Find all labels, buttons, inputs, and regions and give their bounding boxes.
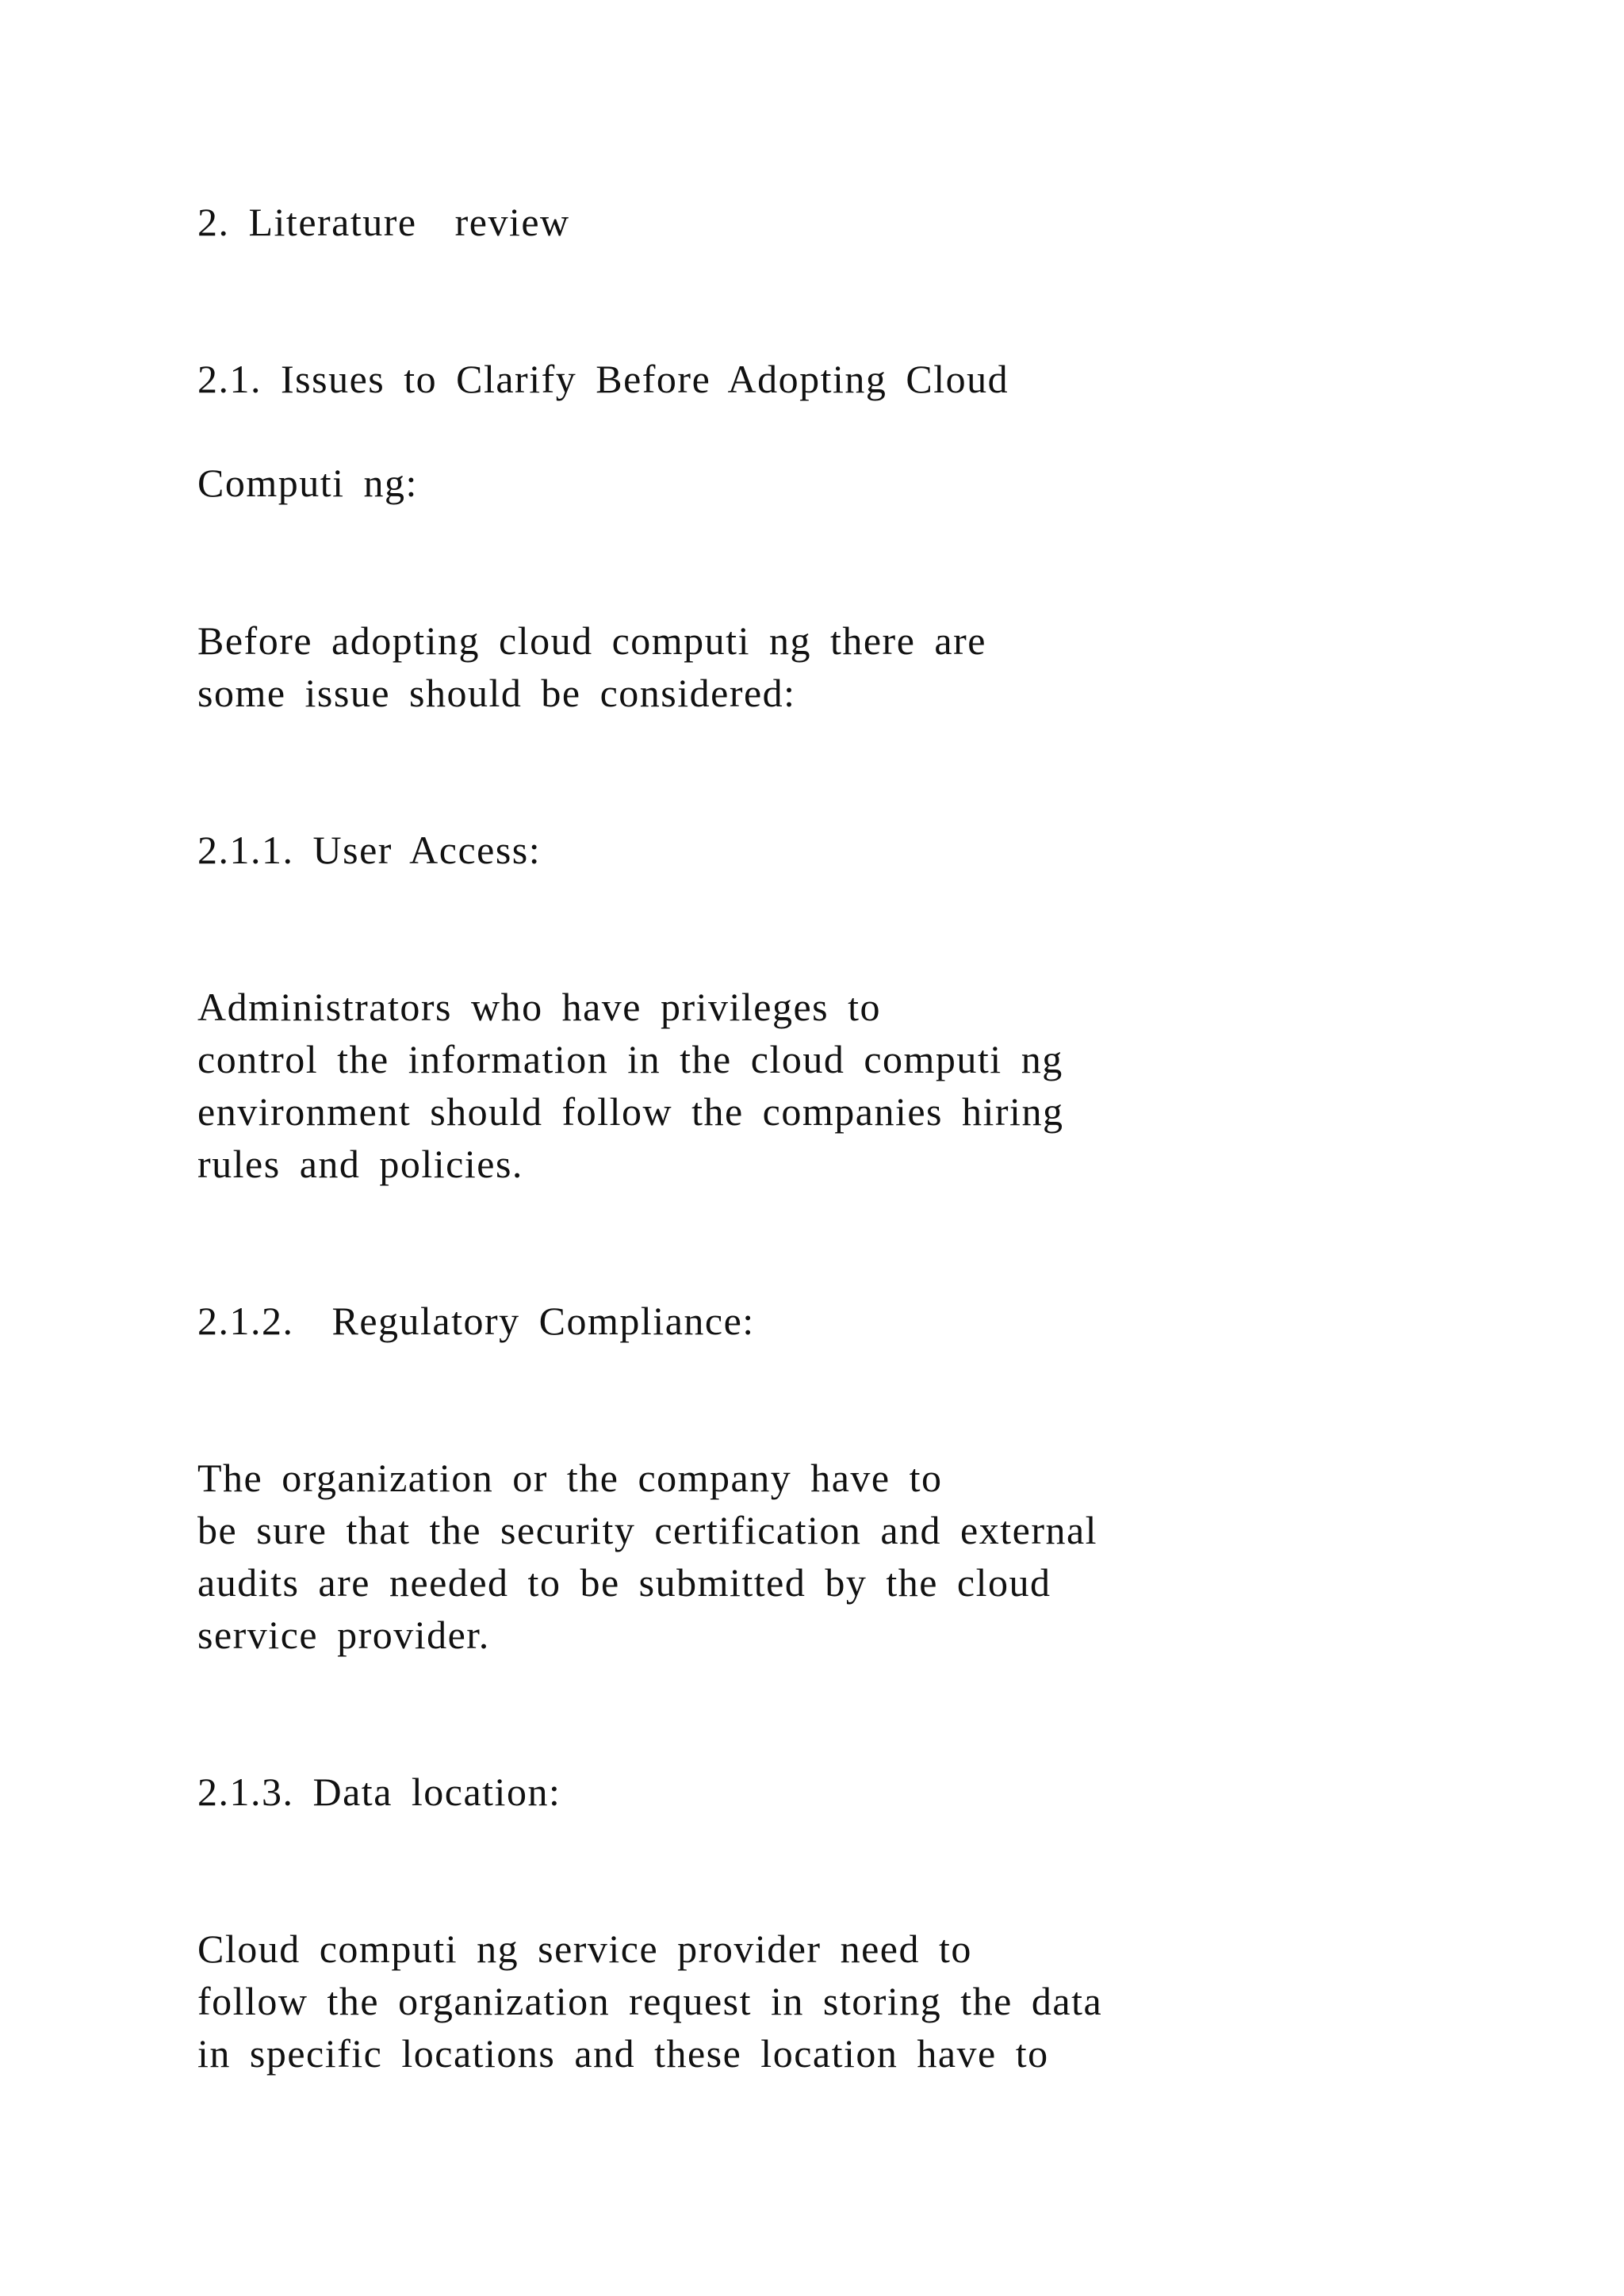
paragraph-line: audits are needed to be submitted by the cloud bbox=[197, 1560, 1051, 1605]
paragraph-line: be sure that the security certification and external bbox=[197, 1508, 1098, 1552]
paragraph-line: environment should follow the companies hiring bbox=[197, 1089, 1064, 1134]
paragraph-line: follow the organization request in storing the data bbox=[197, 1979, 1103, 2023]
user-access-heading: 2.1.1. User Access: bbox=[197, 828, 542, 872]
data-location-heading: 2.1.3. Data location: bbox=[197, 1770, 561, 1814]
paragraph-line: rules and policies. bbox=[197, 1142, 523, 1186]
subsection-heading-line-1: 2.1. Issues to Clarify Before Adopting Cloud bbox=[197, 357, 1009, 401]
paragraph-line: Administrators who have privileges to bbox=[197, 985, 882, 1029]
subsection-heading-line-2: Computi ng: bbox=[197, 461, 418, 505]
paragraph-line: some issue should be considered: bbox=[197, 671, 796, 715]
paragraph-line: Before adopting cloud computi ng there are bbox=[197, 618, 986, 663]
paragraph-line: control the information in the cloud computi ng bbox=[197, 1037, 1063, 1081]
paragraph-line: The organization or the company have to bbox=[197, 1456, 943, 1500]
paragraph-line: in specific locations and these location have to bbox=[197, 2031, 1049, 2076]
paragraph-line: Cloud computi ng service provider need to bbox=[197, 1927, 972, 1971]
section-heading: 2. Literature review bbox=[197, 200, 570, 244]
paragraph-line: service provider. bbox=[197, 1613, 490, 1657]
regulatory-compliance-heading: 2.1.2. Regulatory Compliance: bbox=[197, 1299, 755, 1343]
